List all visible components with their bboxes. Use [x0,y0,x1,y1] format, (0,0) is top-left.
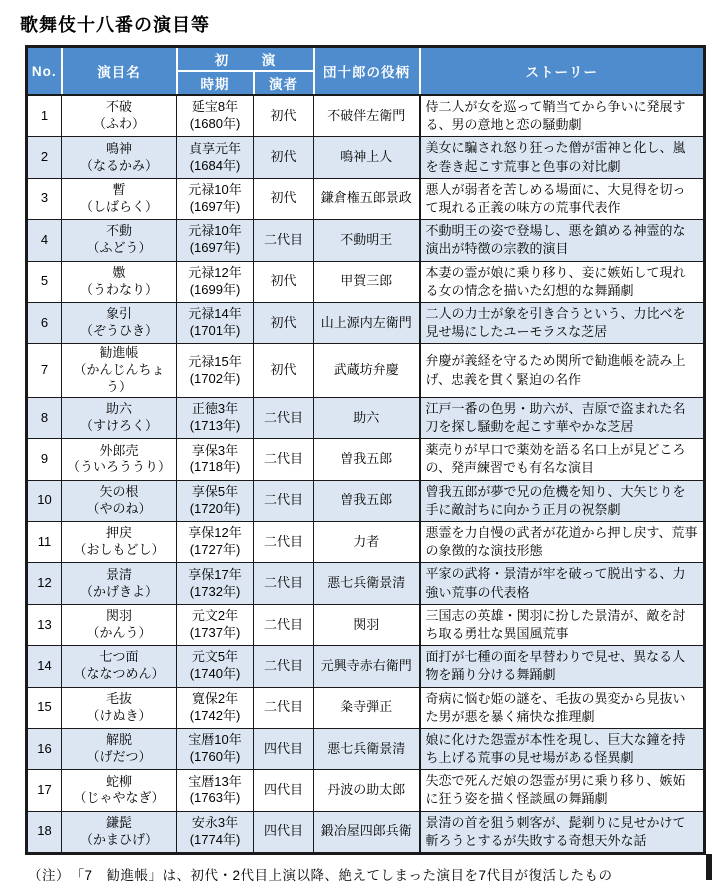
story-summary: 平家の武将・景清が牢を破って脱出する、力強い荒事の代表格 [420,563,705,604]
danjuro-role: 力者 [314,522,420,563]
premiere-period: 貞享元年 (1684年) [177,137,254,178]
premiere-period: 元文2年 (1737年) [177,604,254,645]
story-summary: 景清の首を狙う刺客が、髭剃りに見せかけて斬ろうとするが失敗する奇想天外な話 [420,811,705,853]
premiere-period: 宝暦13年 (1763年) [177,770,254,811]
premiere-performer: 二代目 [254,439,314,480]
row-number: 7 [27,344,62,398]
premiere-period: 享保12年 (1727年) [177,522,254,563]
header-play-name: 演目名 [62,47,177,96]
row-number: 18 [27,811,62,853]
play-name: 景清 （かげきよ） [62,563,177,604]
table-row [27,811,705,853]
row-number: 9 [27,439,62,480]
header-premiere-period: 時期 [177,71,254,95]
table-row [27,604,705,645]
header-premiere-group: 初 演 [177,47,314,72]
premiere-period: 享保5年 (1720年) [177,480,254,521]
play-name: 七つ面 （ななつめん） [62,646,177,687]
premiere-performer: 初代 [254,95,314,137]
table-row [27,728,705,769]
table-row [27,220,705,261]
play-name: 不動 （ふどう） [62,220,177,261]
danjuro-role: 山上源内左衛門 [314,302,420,343]
story-summary: 失恋で死んだ娘の怨霊が男に乗り移り、嫉妬に狂う姿を描く怪談風の舞踊劇 [420,770,705,811]
premiere-performer: 二代目 [254,522,314,563]
danjuro-role: 助六 [314,397,420,438]
table-row [27,397,705,438]
header-premiere-performer: 演者 [254,71,314,95]
table-row [27,178,705,219]
table-row [27,439,705,480]
danjuro-role: 悪七兵衛景清 [314,728,420,769]
header-story: ストーリー [420,47,705,96]
play-name: 解脱 （げだつ） [62,728,177,769]
story-summary: 悪霊を力自慢の武者が花道から押し戻す、荒事の象徴的な演技形態 [420,522,705,563]
premiere-period: 元禄12年 (1699年) [177,261,254,302]
premiere-performer: 四代目 [254,811,314,853]
page-edge-mark [706,854,712,880]
danjuro-role: 不動明王 [314,220,420,261]
row-number: 11 [27,522,62,563]
premiere-period: 元禄14年 (1701年) [177,302,254,343]
story-summary: 本妻の霊が娘に乗り移り、妾に嫉妬して現れる女の情念を描いた幻想的な舞踊劇 [420,261,705,302]
story-summary: 悪人が弱者を苦しめる場面に、大見得を切って現れる正義の味方の荒事代表作 [420,178,705,219]
table-row [27,137,705,178]
table-row [27,770,705,811]
play-name: 鳴神 （なるかみ） [62,137,177,178]
header-no: No. [27,47,62,96]
story-summary: 曾我五郎が夢で兄の危機を知り、大矢じりを手に敵討ちに向かう正月の祝祭劇 [420,480,705,521]
play-name: 外郎売 （ういろううり） [62,439,177,480]
play-name: 押戻 （おしもどし） [62,522,177,563]
row-number: 1 [27,95,62,137]
danjuro-role: 武蔵坊弁慶 [314,344,420,398]
table-row [27,344,705,398]
story-summary: 弁慶が義経を守るため関所で勧進帳を読み上げ、忠義を貫く緊迫の名作 [420,344,705,398]
row-number: 10 [27,480,62,521]
table-row [27,522,705,563]
premiere-period: 元禄10年 (1697年) [177,220,254,261]
story-summary: 娘に化けた怨霊が本性を現し、巨大な鐘を持ち上げる荒事の見せ場がある怪異劇 [420,728,705,769]
premiere-period: 安永3年 (1774年) [177,811,254,853]
danjuro-role: 不破伴左衛門 [314,95,420,137]
premiere-period: 元文5年 (1740年) [177,646,254,687]
danjuro-role: 鎌倉権五郎景政 [314,178,420,219]
premiere-performer: 二代目 [254,563,314,604]
danjuro-role: 曽我五郎 [314,480,420,521]
kabuki-plays-table [25,45,706,855]
story-summary: 江戸一番の色男・助六が、吉原で盗まれた名刀を探し騒動を起こす華やかな芝居 [420,397,705,438]
premiere-period: 享保3年 (1718年) [177,439,254,480]
row-number: 3 [27,178,62,219]
premiere-period: 元禄10年 (1697年) [177,178,254,219]
story-summary: 薬売りが早口で薬効を語る名口上が見どころの、発声練習でも有名な演目 [420,439,705,480]
premiere-period: 宝暦10年 (1760年) [177,728,254,769]
premiere-performer: 二代目 [254,220,314,261]
danjuro-role: 丹波の助太郎 [314,770,420,811]
danjuro-role: 甲賀三郎 [314,261,420,302]
play-name: 蛇柳 （じゃやなぎ） [62,770,177,811]
danjuro-role: 元興寺赤右衛門 [314,646,420,687]
play-name: 毛抜 （けぬき） [62,687,177,728]
premiere-period: 正徳3年 (1713年) [177,397,254,438]
footnote: （注） 「7 勧進帳」は、初代・2代目上演以降、絶えてしまった演目を7代目が復活したもの [28,868,613,884]
premiere-performer: 二代目 [254,604,314,645]
premiere-performer: 四代目 [254,728,314,769]
table-row [27,95,705,137]
row-number: 13 [27,604,62,645]
row-number: 5 [27,261,62,302]
page-title: 歌舞伎十八番の演目等 [20,15,210,35]
table-row [27,646,705,687]
premiere-performer: 初代 [254,261,314,302]
premiere-period: 享保17年 (1732年) [177,563,254,604]
play-name: 鎌髭 （かまひげ） [62,811,177,853]
story-summary: 奇病に悩む姫の謎を、毛抜の異変から見抜いた男が悪を暴く痛快な推理劇 [420,687,705,728]
story-summary: 不動明王の姿で登場し、悪を鎮める神霊的な演出が特徴の宗教的演目 [420,220,705,261]
header-danjuro-role: 団十郎の役柄 [314,47,420,96]
premiere-performer: 初代 [254,137,314,178]
play-name: 暫 （しばらく） [62,178,177,219]
premiere-performer: 初代 [254,344,314,398]
premiere-period: 延宝8年 (1680年) [177,95,254,137]
play-name: 勧進帳 （かんじんちょう） [62,344,177,398]
table-row [27,480,705,521]
danjuro-role: 曽我五郎 [314,439,420,480]
premiere-performer: 二代目 [254,480,314,521]
play-name: 矢の根 （やのね） [62,480,177,521]
row-number: 6 [27,302,62,343]
row-number: 2 [27,137,62,178]
story-summary: 美女に騙され怒り狂った僧が雷神と化し、嵐を巻き起こす荒事と色事の対比劇 [420,137,705,178]
row-number: 16 [27,728,62,769]
play-name: 関羽 （かんう） [62,604,177,645]
premiere-performer: 初代 [254,302,314,343]
danjuro-role: 鳴神上人 [314,137,420,178]
row-number: 8 [27,397,62,438]
play-name: 助六 （すけろく） [62,397,177,438]
table-row [27,687,705,728]
play-name: 象引 （ぞうひき） [62,302,177,343]
table-row [27,563,705,604]
row-number: 15 [27,687,62,728]
premiere-performer: 二代目 [254,646,314,687]
story-summary: 面打が七種の面を早替わりで見せ、異なる人物を踊り分ける舞踊劇 [420,646,705,687]
story-summary: 三国志の英雄・関羽に扮した景清が、敵を討ち取る勇壮な異国風荒事 [420,604,705,645]
danjuro-role: 関羽 [314,604,420,645]
story-summary: 二人の力士が象を引き合うという、力比べを見せ場にしたユーモラスな芝居 [420,302,705,343]
danjuro-role: 悪七兵衛景清 [314,563,420,604]
play-name: 嫐 （うわなり） [62,261,177,302]
premiere-performer: 二代目 [254,687,314,728]
table-header [27,47,705,96]
premiere-period: 元禄15年 (1702年) [177,344,254,398]
premiere-performer: 初代 [254,178,314,219]
premiere-period: 寛保2年 (1742年) [177,687,254,728]
premiere-performer: 二代目 [254,397,314,438]
table-row [27,261,705,302]
danjuro-role: 粂寺弾正 [314,687,420,728]
play-name: 不破 （ふわ） [62,95,177,137]
premiere-performer: 四代目 [254,770,314,811]
row-number: 14 [27,646,62,687]
row-number: 17 [27,770,62,811]
story-summary: 侍二人が女を巡って鞘当てから争いに発展する、男の意地と恋の騒動劇 [420,95,705,137]
table-row [27,302,705,343]
row-number: 4 [27,220,62,261]
danjuro-role: 鍛冶屋四郎兵衛 [314,811,420,853]
row-number: 12 [27,563,62,604]
table-body [27,95,705,854]
